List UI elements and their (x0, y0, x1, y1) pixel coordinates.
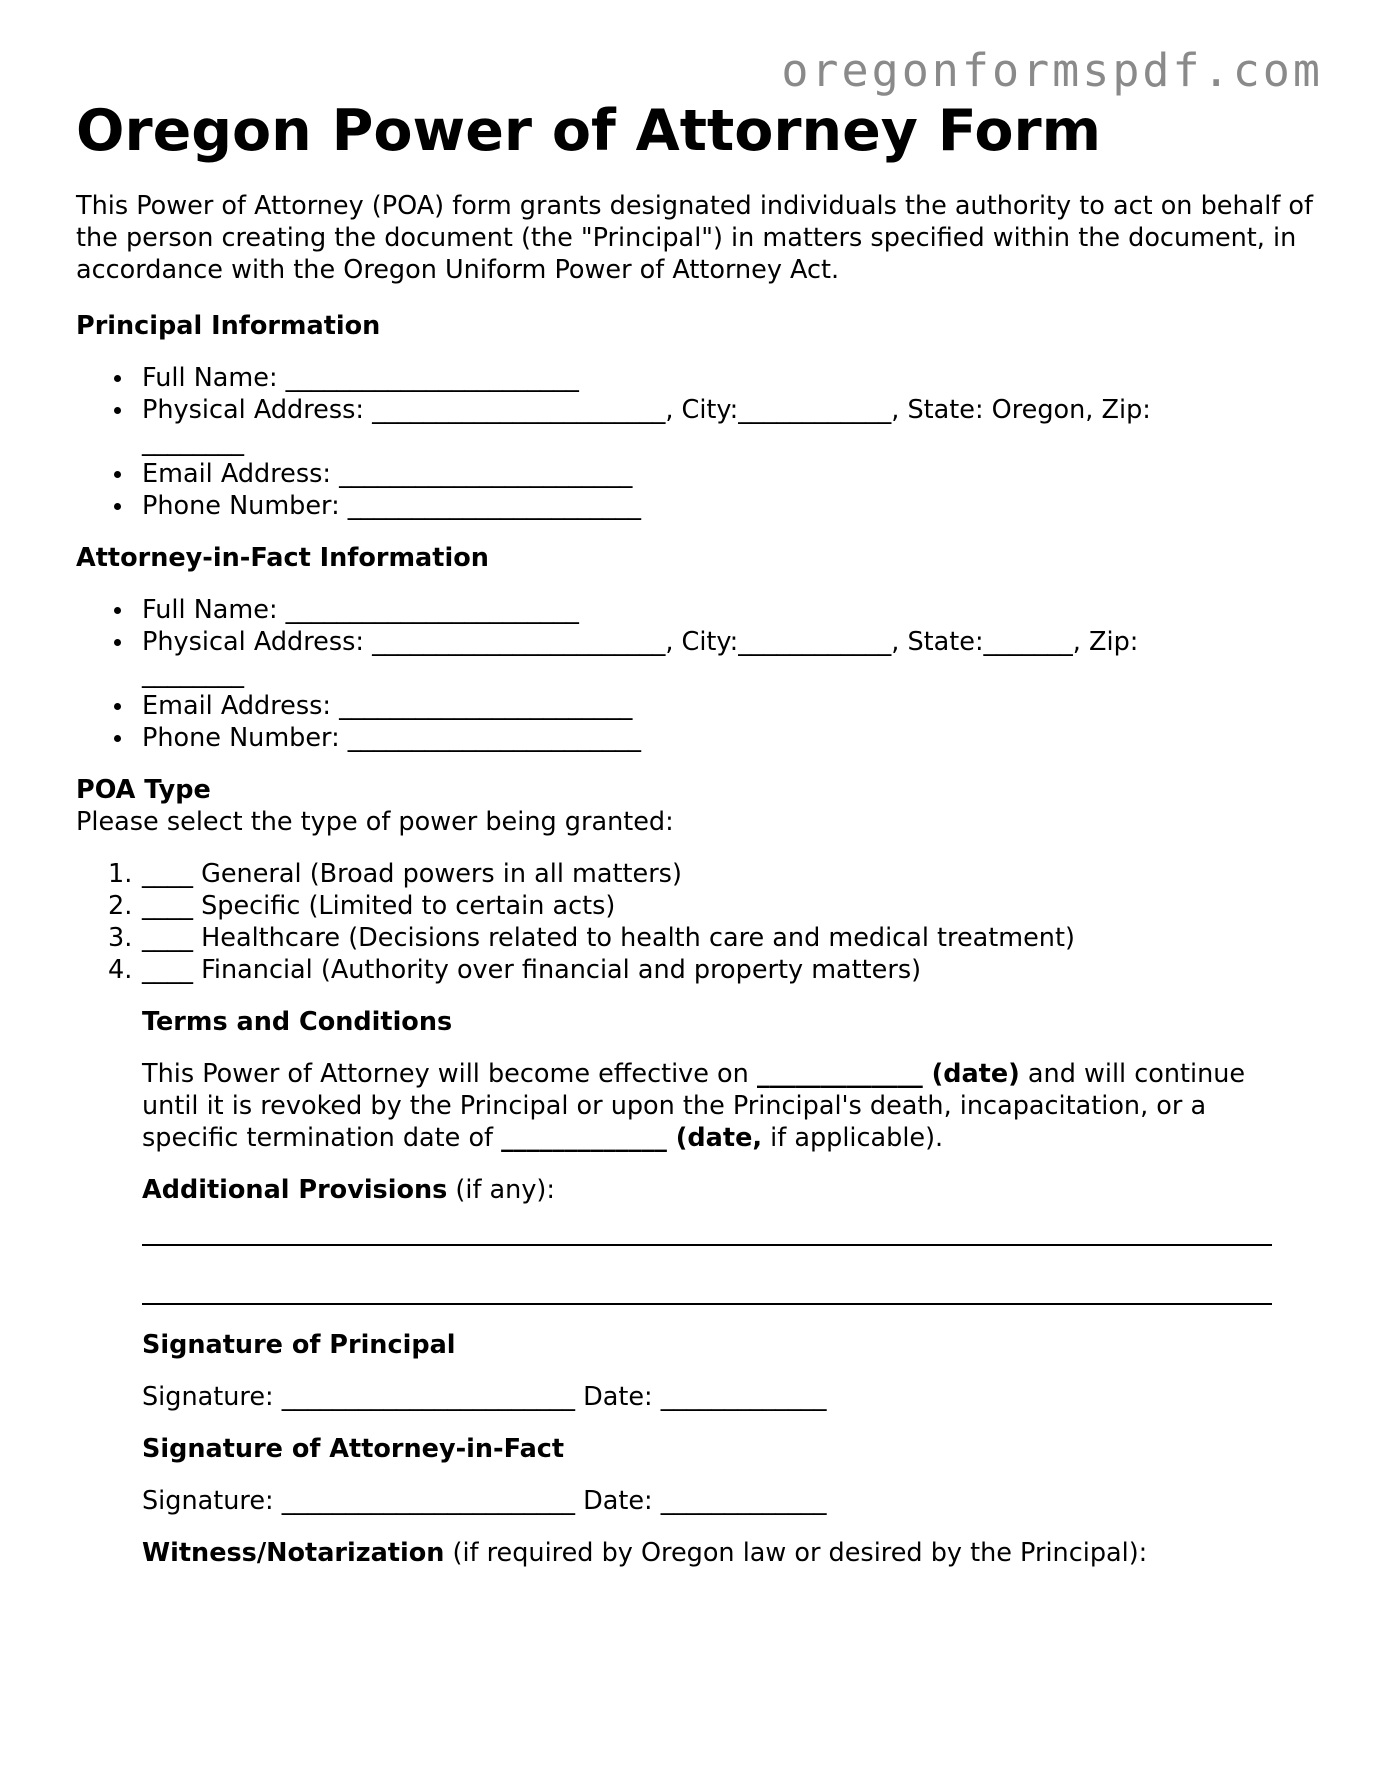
witness-heading: Witness/Notarization (142, 1538, 445, 1568)
principal-email-field: Email Address: _______________________ (76, 458, 1326, 490)
additional-provisions-label (142, 1174, 1326, 1206)
page-title: Oregon Power of Attorney Form (76, 98, 1102, 164)
poa-type-instruction: Please select the type of power being granted: (76, 807, 674, 837)
terms-text: if applicable). (762, 1123, 944, 1153)
principal-phone-field: Phone Number: _______________________ (76, 490, 1326, 522)
terms-heading: Terms and Conditions (142, 1007, 453, 1037)
agent-address-field: Physical Address: _______________________, City:____________, State:_______, Zip: ________ (76, 626, 1152, 690)
agent-signature-heading: Signature of Attorney-in-Fact (142, 1434, 565, 1464)
terms-text: This Power of Attorney will become effective on (142, 1059, 757, 1089)
option-text: ____ General (Broad powers in all matters) (142, 859, 682, 889)
agent-phone-field: Phone Number: _______________________ (76, 722, 1326, 754)
terms-text: and will continue until it is revoked by the Principal or upon the Principal's death, incapacitation, or a specific termination date of (142, 1059, 1246, 1153)
poa-option-healthcare (76, 922, 1326, 954)
poa-option-general (76, 858, 1326, 890)
provision-line-2 (142, 1303, 1272, 1305)
principal-fields (76, 362, 1326, 522)
additional-suffix: (if any): (447, 1175, 555, 1205)
option-number: 1. (108, 859, 133, 889)
poa-type-options (76, 858, 1326, 986)
witness-suffix: (if required by Oregon law or desired by the Principal): (444, 1538, 1148, 1568)
additional-heading: Additional Provisions (142, 1175, 448, 1205)
agent-email-field: Email Address: _______________________ (76, 690, 1326, 722)
poa-option-specific (76, 890, 1326, 922)
option-text: ____ Specific (Limited to certain acts) (142, 891, 616, 921)
option-number: 3. (108, 923, 133, 953)
agent-name-field: Full Name: _______________________ (76, 594, 1326, 626)
option-number: 2. (108, 891, 133, 921)
agent-fields (76, 594, 1326, 754)
option-number: 4. (108, 955, 133, 985)
poa-type-heading: POA Type (76, 775, 211, 805)
intro-paragraph: This Power of Attorney (POA) form grants designated individuals the authority to act on behalf of the person creating the document (the "Principal") in matters specified within the document, in accordance with the Oregon Uniform Power of Attorney Act. (76, 191, 1313, 285)
date-label: (date) (922, 1059, 1020, 1089)
principal-signature-heading: Signature of Principal (142, 1330, 456, 1360)
principal-name-field: Full Name: _______________________ (76, 362, 1326, 394)
option-text: ____ Healthcare (Decisions related to health care and medical treatment) (142, 923, 1075, 953)
provision-line-1 (142, 1244, 1272, 1246)
agent-heading: Attorney-in-Fact Information (76, 543, 489, 573)
date-label: (date, (666, 1123, 763, 1153)
termination-date-blank: _____________ (501, 1123, 667, 1153)
agent-signature-line: Signature: _______________________ Date: _____________ (142, 1486, 827, 1516)
option-text: ____ Financial (Authority over financial and property matters) (142, 955, 922, 985)
effective-date-blank: _____________ (756, 1059, 923, 1089)
terms-paragraph (142, 1058, 1272, 1154)
watermark: oregonformspdf.com (781, 44, 1323, 97)
witness-label (142, 1537, 1326, 1569)
document-page (76, 92, 1326, 1569)
principal-address-field: Physical Address: _______________________, City:____________, State: Oregon, Zip: ________ (76, 394, 1152, 458)
poa-option-financial (76, 954, 1326, 986)
principal-heading: Principal Information (76, 311, 381, 341)
principal-signature-line: Signature: _______________________ Date: _____________ (142, 1382, 827, 1412)
